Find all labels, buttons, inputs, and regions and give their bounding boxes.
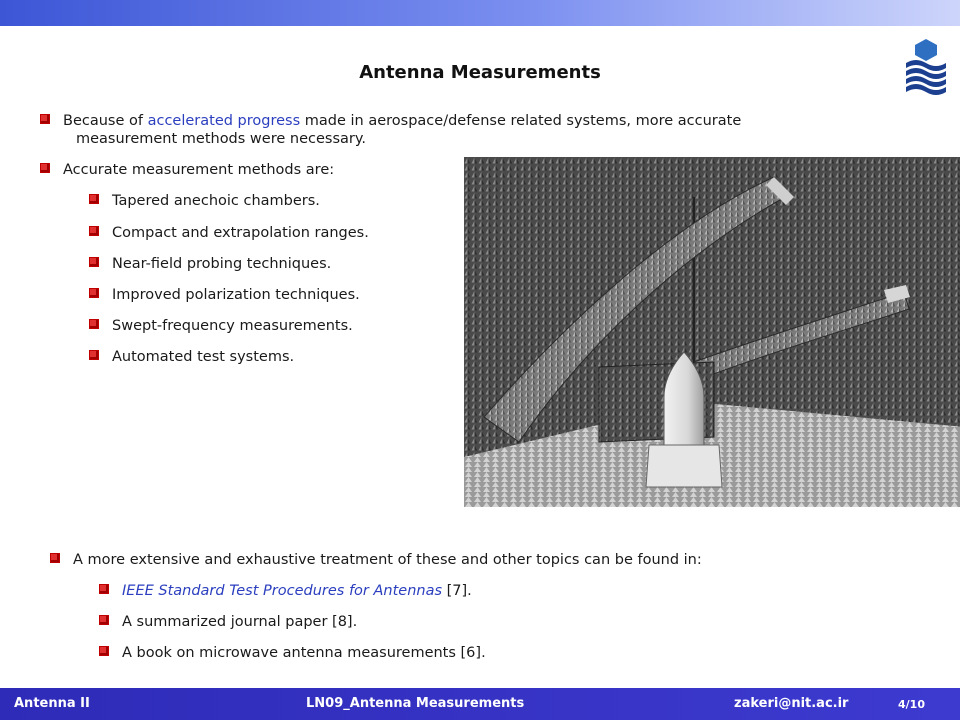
bullet-methods-heading [40, 161, 334, 179]
reference-item-ieee: IEEE Standard Test Procedures for Antennas [7]. [99, 582, 472, 600]
bullet-text: made in aerospace/defense related systems, more accurate [300, 113, 742, 129]
square-bullet-icon [89, 350, 99, 360]
square-bullet-icon [89, 257, 99, 267]
footer-email[interactable]: zakeri@nit.ac.ir [734, 696, 849, 711]
method-item: Tapered anechoic chambers. [89, 192, 320, 210]
square-bullet-icon [89, 319, 99, 329]
footer-lecture: LN09_Antenna Measurements [306, 696, 525, 711]
bullet-motivation-line2: measurement methods were necessary. [76, 131, 366, 147]
top-banner [0, 0, 960, 26]
anechoic-chamber-photo [464, 157, 960, 507]
footer-bar [0, 688, 960, 720]
square-bullet-icon [89, 288, 99, 298]
bullet-text: Accurate measurement methods are: [63, 162, 335, 178]
footer-course: Antenna II [14, 696, 90, 711]
reference-item-journal: A summarized journal paper [8]. [99, 613, 357, 631]
method-item: Near-field probing techniques. [89, 255, 331, 273]
ieee-standard-link[interactable]: IEEE Standard Test Procedures for Antennas [122, 583, 443, 599]
bullet-text: Because of [63, 113, 148, 129]
method-item: Automated test systems. [89, 348, 294, 366]
square-bullet-icon [40, 163, 50, 173]
square-bullet-icon [99, 584, 109, 594]
method-item: Improved polarization techniques. [89, 286, 360, 304]
square-bullet-icon [99, 646, 109, 656]
highlighted-phrase: accelerated progress [147, 113, 301, 129]
page-number: 4/10 [898, 698, 925, 711]
bullet-text: A more extensive and exhaustive treatment of these and other topics can be found in: [73, 552, 702, 568]
method-item: Swept-frequency measurements. [89, 317, 353, 335]
bullet-references-intro [50, 551, 702, 569]
reference-item-book: A book on microwave antenna measurements [6]. [99, 644, 486, 662]
slide-title: Antenna Measurements [359, 62, 601, 83]
square-bullet-icon [40, 114, 50, 124]
bullet-motivation [40, 112, 741, 130]
square-bullet-icon [99, 615, 109, 625]
square-bullet-icon [50, 553, 60, 563]
square-bullet-icon [89, 226, 99, 236]
square-bullet-icon [89, 194, 99, 204]
method-item: Compact and extrapolation ranges. [89, 224, 369, 242]
